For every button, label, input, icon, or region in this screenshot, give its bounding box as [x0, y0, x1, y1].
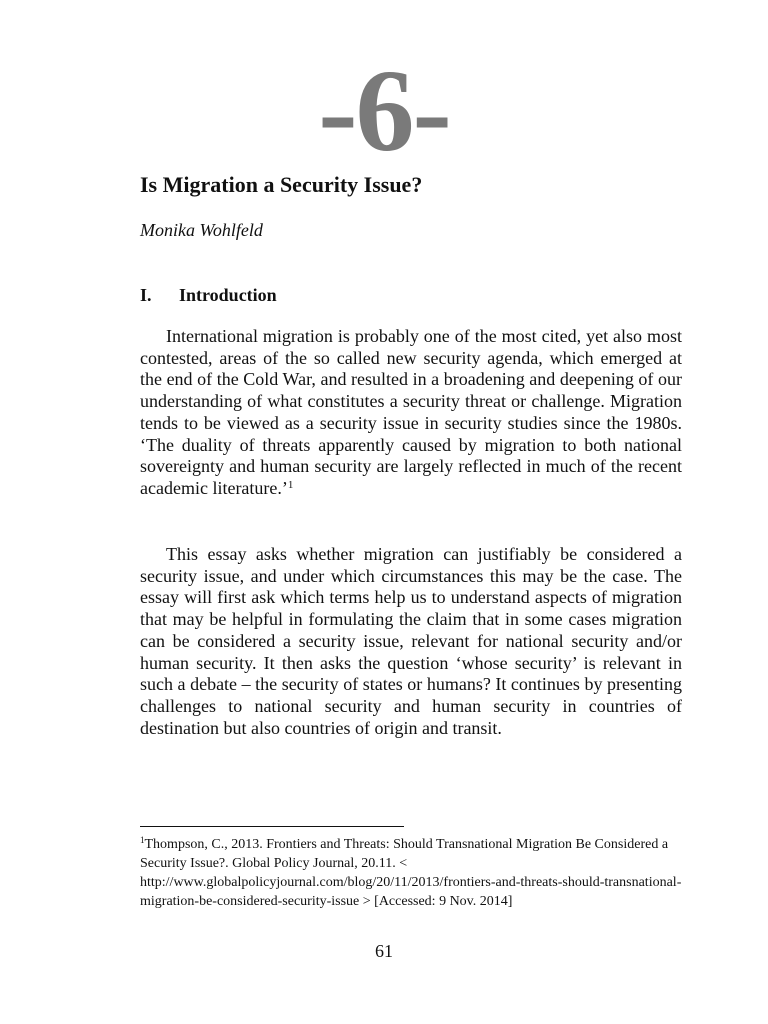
author-name: Monika Wohlfeld [140, 220, 263, 240]
footnote [140, 835, 688, 911]
footnote-reference[interactable]: 1 [287, 478, 294, 491]
paragraph-1-text: International migration is probably one of the most cited, yet also most contested, areas of the so called new security agenda, which emerged at the end of the Cold War, and resulted in a broadening and deepening of our understanding of what constitutes a security threat or challenge. Migration tends to be viewed as a security issue in security studies since the 1980s. ‘The duality of threats apparently caused by migration to both national sovereignty and human security are largely reflected in much of the recent academic literature.’ [140, 326, 682, 498]
page-number: 61 [375, 941, 393, 961]
section-heading [140, 282, 277, 308]
section-number: I. [140, 285, 152, 305]
section-title: Introduction [179, 285, 277, 305]
paragraph-1 [140, 326, 682, 500]
chapter-number: -6- [318, 45, 450, 176]
paragraph-2: This essay asks whether migration can justifiably be considered a security issue, and under which circumstances this may be the case. The essay will first ask which terms help us to understand aspects of migration that may be helpful in formulating the claim that in some cases migration can be considered a security issue, relevant for national security and/or human security. It then asks the question ‘whose security’ is relevant in such a debate – the security of states or humans? It continues by presenting challenges to national security and human security in countries of destination but also countries of origin and transit. [140, 544, 682, 738]
footnote-text: Thompson, C., 2013. Frontiers and Threats: Should Transnational Migration Be Considered a Security Issue?. Global Policy Journal, 20.11. < http://www.globalpolicyjournal.com/blog/20/11/2013/frontiers-and-threats-should-transnational-migration-be-considered-security-issue > [Accessed: 9 Nov. 2014] [140, 837, 682, 909]
footnote-marker: 1 [140, 835, 145, 845]
footnote-divider [140, 826, 404, 827]
chapter-title: Is Migration a Security Issue? [140, 172, 423, 197]
